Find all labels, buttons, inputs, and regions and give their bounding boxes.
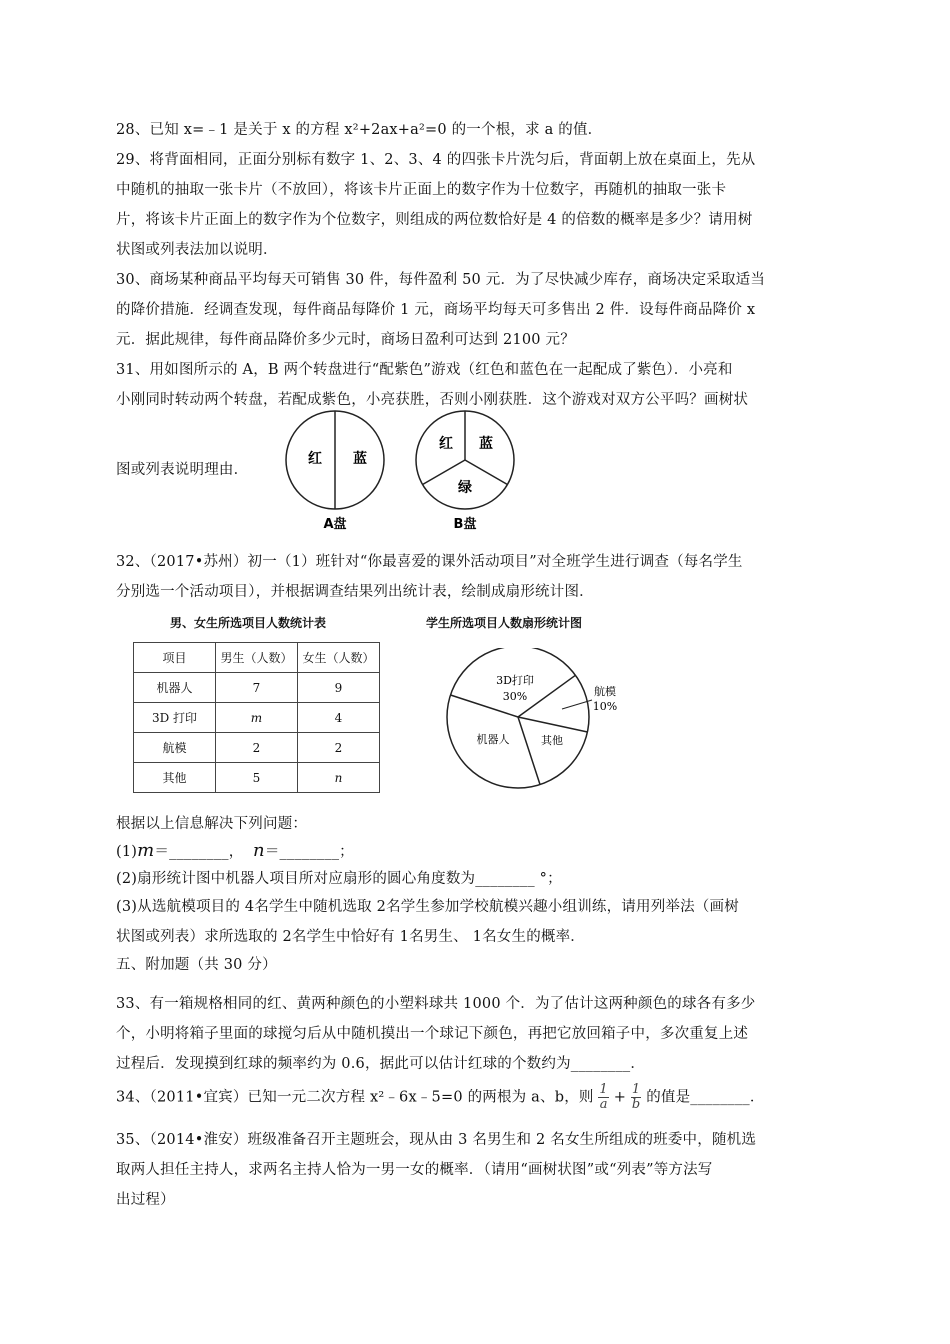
q32-sub2: (2)扇形统计图中机器人项目所对应扇形的圆心角度数为________ °； bbox=[116, 871, 562, 887]
table-header-cell: 男生（人数） bbox=[216, 643, 298, 673]
frac2-den: b bbox=[631, 1097, 641, 1112]
table-row bbox=[134, 763, 380, 793]
question-29-line-1: 29、将背面相同，正面分别标有数字 1、2、3、4 的四张卡片洗匀后，背面朝上放在桌面上，先从 bbox=[116, 152, 756, 168]
q32-sub1 bbox=[116, 841, 836, 862]
spinner-figure bbox=[280, 408, 530, 538]
question-32-line-1: 32、（2017•苏州）初一（1）班针对“你最喜爱的课外活动项目”对全班学生进行调查（每名学生 bbox=[116, 554, 743, 570]
sub1-prefix: (1) bbox=[116, 844, 138, 860]
table-header-row bbox=[134, 643, 380, 673]
disc-b-caption: B盘 bbox=[453, 517, 477, 532]
question-29-line-4: 状图或列表法加以说明． bbox=[116, 242, 278, 258]
question-32-line-2: 分别选一个活动项目），并根据调查结果列出统计表，绘制成扇形统计图． bbox=[116, 584, 594, 600]
table-cell: 其他 bbox=[134, 763, 216, 793]
disc-a-caption: A盘 bbox=[323, 517, 347, 532]
table-cell: 2 bbox=[298, 733, 380, 763]
frac1-num: 1 bbox=[599, 1082, 608, 1097]
table-header-cell: 女生（人数） bbox=[298, 643, 380, 673]
sub1-eq: ＝________， bbox=[154, 844, 244, 860]
question-30-line-1: 30、商场某种商品平均每天可销售 30 件，每件盈利 50 元．为了尽快减少库存，商场决定采取适当 bbox=[116, 272, 766, 288]
pie-label-robot: 机器人 bbox=[476, 733, 510, 746]
table-cell: n bbox=[298, 763, 380, 793]
question-33-line-3: 过程后．发现摸到红球的频率约为 0.6，据此可以估计红球的个数约为________． bbox=[116, 1056, 646, 1072]
question-31-line-3: 图或列表说明理由． bbox=[116, 462, 249, 478]
disc-b-top-right-label: 蓝 bbox=[479, 436, 493, 452]
pie-chart bbox=[445, 648, 645, 798]
q32-sub3-line-1: (3)从选航模项目的 4名学生中随机选取 2名学生参加学校航模兴趣小组训练，请用列举法（画树 bbox=[116, 899, 739, 915]
sub1-eq2: ＝________； bbox=[264, 844, 354, 860]
sub1-n: n bbox=[253, 840, 265, 861]
table-cell: 机器人 bbox=[134, 673, 216, 703]
frac1-den: a bbox=[599, 1097, 608, 1112]
table-title: 男、女生所选项目人数统计表 bbox=[170, 616, 327, 630]
table-cell: 4 bbox=[298, 703, 380, 733]
table-header-cell: 项目 bbox=[134, 643, 216, 673]
pie-label-model: 航模 bbox=[594, 685, 616, 698]
question-33-line-2: 个，小明将箱子里面的球搅匀后从中随机摸出一个球记下颜色，再把它放回箱子中，多次重复上述 bbox=[116, 1026, 749, 1042]
disc-b-bottom-label: 绿 bbox=[458, 480, 472, 496]
table-row bbox=[134, 733, 380, 763]
pie-divider-other-robot bbox=[518, 717, 540, 785]
q34-suffix: 的值是________． bbox=[646, 1089, 765, 1106]
table-cell: 5 bbox=[216, 763, 298, 793]
table-cell: 3D 打印 bbox=[134, 703, 216, 733]
question-34 bbox=[116, 1083, 836, 1112]
frac2-num: 1 bbox=[631, 1082, 641, 1097]
table-cell: 7 bbox=[216, 673, 298, 703]
q32-intro: 根据以上信息解决下列问题： bbox=[116, 816, 308, 832]
sub1-m: m bbox=[137, 840, 155, 861]
table-row bbox=[134, 673, 380, 703]
fraction-1-over-b bbox=[631, 1083, 641, 1112]
disc-a-left-label: 红 bbox=[308, 451, 322, 467]
q34-prefix: 34、（2011•宜宾）已知一元二次方程 x²﹣6x﹣5=0 的两根为 a、b，则 bbox=[116, 1089, 599, 1106]
pie-label-3d-pct: 30% bbox=[502, 690, 528, 703]
table-cell: 9 bbox=[298, 673, 380, 703]
pie-divider-model-other bbox=[518, 717, 588, 732]
question-30-line-2: 的降价措施．经调查发现，每件商品每降价 1 元，商场平均每天可多售出 2 件．设每件商品降价 x bbox=[116, 302, 756, 318]
question-31-line-2: 小刚同时转动两个转盘，若配成紫色，小亮获胜，否则小刚获胜．这个游戏对双方公平吗？画树状 bbox=[116, 392, 749, 408]
disc-a-right-label: 蓝 bbox=[353, 451, 367, 467]
plus-sign: + bbox=[613, 1089, 627, 1106]
fraction-1-over-a bbox=[598, 1083, 608, 1112]
question-30-line-3: 元．据此规律，每件商品降价多少元时，商场日盈利可达到 2100 元？ bbox=[116, 332, 575, 348]
question-29-line-3: 片，将该卡片正面上的数字作为个位数字，则组成的两位数恰好是 4 的倍数的概率是多少？请用树 bbox=[116, 212, 753, 228]
table-cell: 2 bbox=[216, 733, 298, 763]
disc-b-top-left-label: 红 bbox=[439, 436, 453, 452]
stat-table bbox=[133, 642, 380, 793]
question-31-line-1: 31、用如图所示的 A，B 两个转盘进行“配紫色”游戏（红色和蓝色在一起配成了紫色）．小亮和 bbox=[116, 362, 733, 378]
table-cell: 航模 bbox=[134, 733, 216, 763]
question-35-line-3: 出过程） bbox=[116, 1192, 175, 1208]
question-35-line-2: 取两人担任主持人，求两名主持人恰为一男一女的概率．（请用“画树状图”或“列表”等方法写 bbox=[116, 1162, 713, 1178]
q32-sub3-line-2: 状图或列表）求所选取的 2名学生中恰好有 1名男生、 1名女生的概率． bbox=[116, 929, 586, 945]
pie-label-3d: 3D打印 bbox=[496, 674, 534, 687]
question-28: 28、已知 x=﹣1 是关于 x 的方程 x²+2ax+a²=0 的一个根，求 a 的值． bbox=[116, 122, 603, 138]
table-row bbox=[134, 703, 380, 733]
question-35-line-1: 35、（2014•淮安）班级准备召开主题班会，现从由 3 名男生和 2 名女生所组成的班委中，随机选 bbox=[116, 1132, 757, 1148]
pie-label-model-pct: 10% bbox=[592, 700, 618, 713]
pie-title: 学生所选项目人数扇形统计图 bbox=[426, 616, 583, 630]
section-5-heading: 五、附加题（共 30 分） bbox=[116, 957, 277, 973]
question-33-line-1: 33、有一箱规格相同的红、黄两种颜色的小塑料球共 1000 个．为了估计这两种颜色的球各有多少 bbox=[116, 996, 756, 1012]
question-29-line-2: 中随机的抽取一张卡片（不放回），将该卡片正面上的数字作为十位数字，再随机的抽取一张卡 bbox=[116, 182, 727, 198]
table-cell: m bbox=[216, 703, 298, 733]
pie-label-other: 其他 bbox=[541, 734, 563, 747]
